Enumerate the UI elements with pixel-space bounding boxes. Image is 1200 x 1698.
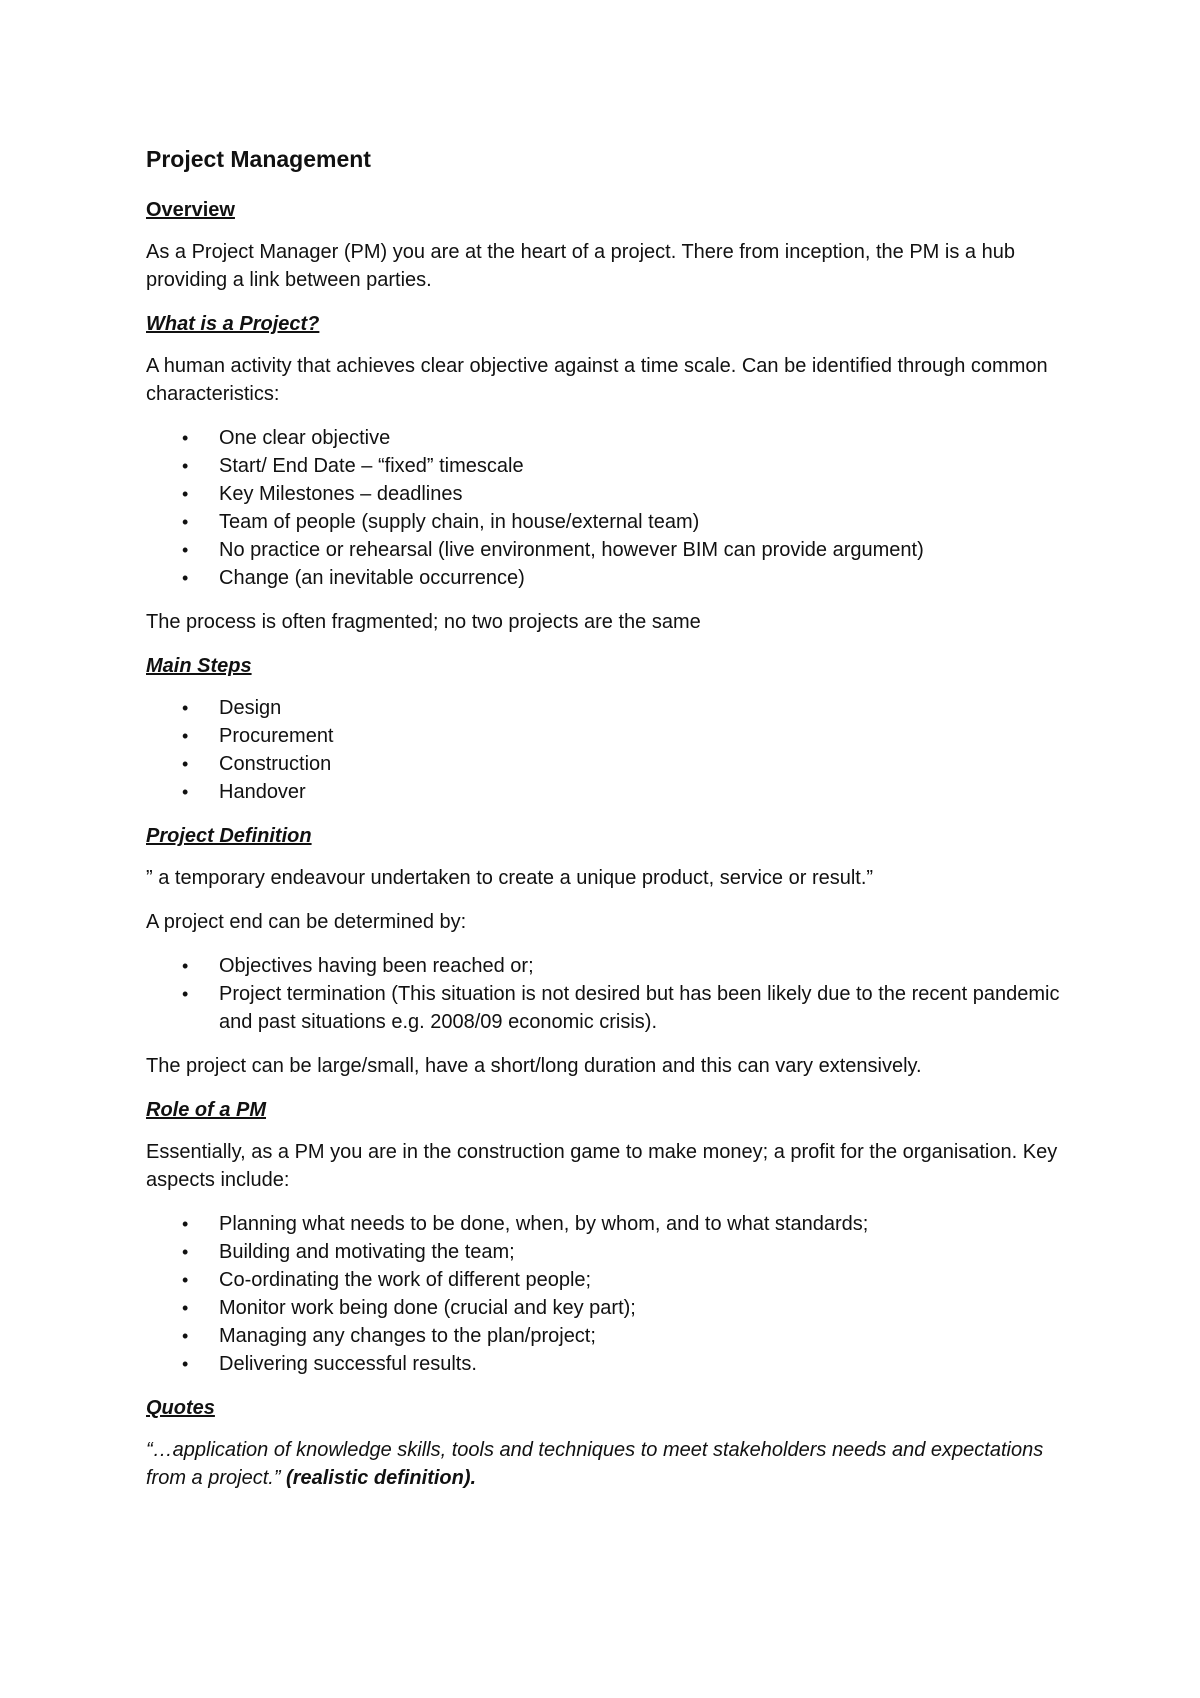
quote-paragraph	[146, 1436, 1076, 1492]
bullet-icon: •	[182, 1326, 189, 1346]
quote-note: (realistic definition).	[286, 1467, 477, 1489]
main-steps-list	[146, 694, 1076, 806]
what-is-text: A human activity that achieves clear objective against a time scale. Can be identified through common characteristics:	[146, 355, 1048, 405]
quotes-heading: Quotes	[146, 1397, 215, 1419]
definition-heading: Project Definition	[146, 825, 312, 847]
process-note: The process is often fragmented; no two projects are the same	[146, 611, 701, 633]
role-text: Essentially, as a PM you are in the construction game to make money; a profit for the organisation. Key aspects include:	[146, 1141, 1058, 1191]
list-item: • Handover	[146, 778, 1076, 806]
bullet-icon: •	[182, 1242, 189, 1262]
overview-heading: Overview	[146, 199, 235, 221]
what-is-heading: What is a Project?	[146, 313, 320, 335]
list-item: • One clear objective	[146, 424, 1076, 452]
role-heading: Role of a PM	[146, 1099, 267, 1121]
bullet-icon: •	[182, 1270, 189, 1290]
bullet-icon: •	[182, 754, 189, 774]
bullet-icon: •	[182, 984, 189, 1004]
list-item: • Construction	[146, 750, 1076, 778]
list-item: • Planning what needs to be done, when, by whom, and to what standards;	[146, 1210, 1076, 1238]
bullet-icon: •	[182, 512, 189, 532]
list-item: • Team of people (supply chain, in house/external team)	[146, 508, 1076, 536]
bullet-icon: •	[182, 1214, 189, 1234]
bullet-icon: •	[182, 568, 189, 588]
list-item: • Project termination (This situation is not desired but has been likely due to the recent pandemic and past situations e.g. 2008/09 economic crisis).	[146, 980, 1076, 1036]
definition-quote: ” a temporary endeavour undertaken to create a unique product, service or result.”	[146, 867, 874, 889]
quote-text: “…application of knowledge skills, tools and techniques to meet stakeholders needs and expectations from a project.”	[146, 1439, 1044, 1489]
project-end-list	[146, 952, 1076, 1036]
characteristics-list	[146, 424, 1076, 592]
bullet-icon: •	[182, 484, 189, 504]
bullet-icon: •	[182, 540, 189, 560]
list-item: • Delivering successful results.	[146, 1350, 1076, 1378]
list-item: • Change (an inevitable occurrence)	[146, 564, 1076, 592]
list-item: • Key Milestones – deadlines	[146, 480, 1076, 508]
list-item: • Building and motivating the team;	[146, 1238, 1076, 1266]
list-item: • Managing any changes to the plan/project;	[146, 1322, 1076, 1350]
list-item: • Procurement	[146, 722, 1076, 750]
role-aspects-list	[146, 1210, 1076, 1378]
bullet-icon: •	[182, 956, 189, 976]
main-steps-heading: Main Steps	[146, 655, 252, 677]
bullet-icon: •	[182, 456, 189, 476]
project-size-note: The project can be large/small, have a short/long duration and this can vary extensively.	[146, 1055, 922, 1077]
bullet-icon: •	[182, 782, 189, 802]
list-item: • Monitor work being done (crucial and key part);	[146, 1294, 1076, 1322]
bullet-icon: •	[182, 698, 189, 718]
list-item: • No practice or rehearsal (live environment, however BIM can provide argument)	[146, 536, 1076, 564]
bullet-icon: •	[182, 1354, 189, 1374]
definition-text: A project end can be determined by:	[146, 911, 467, 933]
bullet-icon: •	[182, 1298, 189, 1318]
document-title: Project Management	[146, 146, 371, 172]
bullet-icon: •	[182, 428, 189, 448]
list-item: • Co-ordinating the work of different people;	[146, 1266, 1076, 1294]
bullet-icon: •	[182, 726, 189, 746]
list-item: • Objectives having been reached or;	[146, 952, 1076, 980]
document-body	[146, 142, 1076, 1508]
list-item: • Design	[146, 694, 1076, 722]
list-item: • Start/ End Date – “fixed” timescale	[146, 452, 1076, 480]
overview-text: As a Project Manager (PM) you are at the heart of a project. There from inception, the PM is a hub providing a link between parties.	[146, 241, 1015, 291]
